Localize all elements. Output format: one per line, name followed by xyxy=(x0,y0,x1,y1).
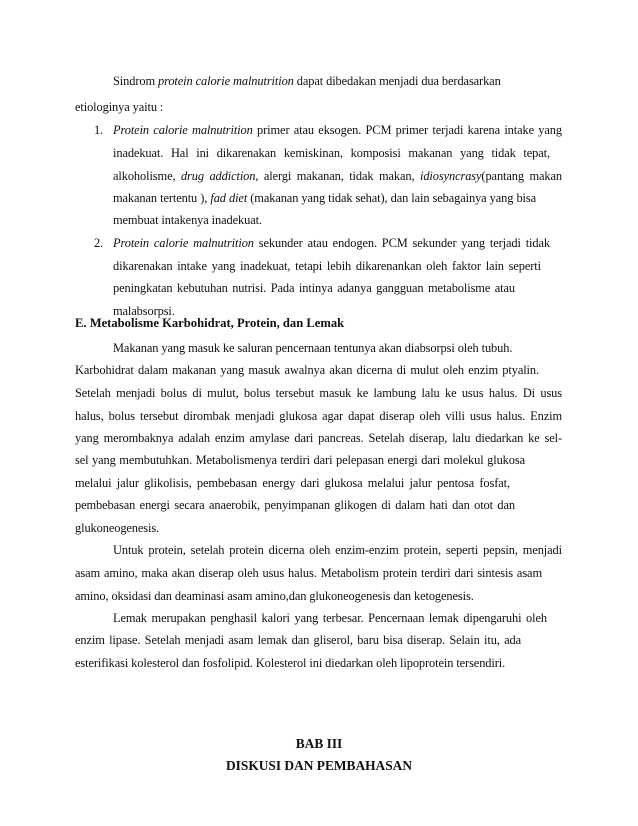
section-e-p3-line-3: esterifikasi kolesterol dan fosfolipid. Kolesterol ini diedarkan oleh lipoprotein tersendiri. xyxy=(75,656,506,670)
list-item-1-line-3-a: alkoholisme, xyxy=(113,169,181,183)
section-e-p2-line-3: amino, oksidasi dan deaminasi asam amino,dan glukoneogenesis dan ketogenesis. xyxy=(75,589,474,603)
list-item-2-line-1 xyxy=(113,235,550,251)
list-item-1-line-5: membuat intakenya inadekuat. xyxy=(113,213,262,227)
list-item-1-line-3-e: (pantang makan xyxy=(481,169,562,183)
intro-line-1-italic: protein calorie malnutrition xyxy=(157,74,294,88)
list-item-1-line-3-italic-b: drug addiction xyxy=(180,169,256,183)
list-item-2-line-2: dikarenakan intake yang inadekuat, tetapi lebih dikarenankan oleh faktor lain seperti xyxy=(113,259,541,273)
section-e-p1-line-9: glukoneogenesis. xyxy=(75,521,160,535)
section-e-p3-line-1: Lemak merupakan penghasil kalori yang terbesar. Pencernaan lemak dipengaruhi oleh xyxy=(113,611,547,625)
intro-line-2: etiologinya yaitu : xyxy=(75,100,164,114)
section-e-p1-line-8: pembebasan energi secara anaerobik, penyimpanan glikogen di dalam hati dan otot dan xyxy=(75,498,515,512)
intro-line-1-pre: Sindrom xyxy=(113,74,158,88)
list-item-1-line-1 xyxy=(113,122,562,138)
list-item-1-line-3-italic-d: idiosyncrasy xyxy=(419,169,482,183)
section-e-p1-line-3: Setelah menjadi bolus di mulut, bolus tersebut masuk ke lambung lalu ke usus halus. Di usus xyxy=(75,386,562,400)
section-e-p2-line-2: asam amino, maka akan diserap oleh usus halus. Metabolism protein terdiri dari sintesis asam xyxy=(75,566,542,580)
section-e-p2-line-1: Untuk protein, setelah protein dicerna oleh enzim-enzim protein, seperti pepsin, menjadi xyxy=(113,543,562,557)
section-e-heading: E. Metabolisme Karbohidrat, Protein, dan Lemak xyxy=(75,316,345,330)
section-e-p1-line-2: Karbohidrat dalam makanan yang masuk awalnya akan dicerna di mulut oleh enzim ptyalin. xyxy=(75,363,539,377)
intro-line-1 xyxy=(113,73,501,89)
list-item-1-line-3-c: , alergi makanan, tidak makan, xyxy=(255,169,420,183)
list-item-1-line-2: inadekuat. Hal ini dikarenakan kemiskinan, komposisi makanan yang tidak tepat, xyxy=(113,146,550,160)
list-item-1-number: 1. xyxy=(94,123,104,137)
section-e-p1-line-4: halus, bolus tersebut dirombak menjadi glukosa agar dapat diserap oleh villi usus halus. Enzim xyxy=(75,409,562,423)
section-e-p1-line-1: Makanan yang masuk ke saluran pencernaan tentunya akan diabsorpsi oleh tubuh. xyxy=(113,341,513,355)
chapter-number: BAB III xyxy=(295,736,343,751)
list-item-1-line-4-c: (makanan yang tidak sehat), dan lain sebagainya yang bisa xyxy=(247,191,537,205)
section-e-p1-line-6: sel yang membutuhkan. Metabolismenya terdiri dari pelepasan energi dari molekul glukosa xyxy=(75,453,525,467)
section-e-p1-line-5: yang merombaknya adalah enzim amylase dari pancreas. Setelah diserap, lalu diedarkan ke sel- xyxy=(75,431,562,445)
list-item-2-italic: Protein calorie malnutrition xyxy=(113,236,254,250)
list-item-1-line-4-a: makanan tertentu ), xyxy=(113,191,211,205)
chapter-title: DISKUSI DAN PEMBAHASAN xyxy=(225,758,412,773)
list-item-1-italic: Protein calorie malnutrition xyxy=(113,123,253,137)
list-item-2-number: 2. xyxy=(94,236,104,250)
list-item-1-line-1-post: primer atau eksogen. PCM primer terjadi karena intake yang xyxy=(252,123,562,137)
intro-line-1-post: dapat dibedakan menjadi dua berdasarkan xyxy=(293,74,501,88)
list-item-2-line-1-post: sekunder atau endogen. PCM sekunder yang terjadi tidak xyxy=(253,236,550,250)
list-item-2-line-3: peningkatan kebutuhan nutrisi. Pada intinya adanya gangguan metabolisme atau xyxy=(113,281,515,295)
list-item-1-line-4 xyxy=(113,190,536,206)
section-e-p3-line-2: enzim lipase. Setelah menjadi asam lemak dan gliserol, baru bisa diserap. Selain itu, ada xyxy=(75,633,521,647)
list-item-1-line-4-italic-b: fad diet xyxy=(210,191,248,205)
list-item-1-line-3 xyxy=(113,168,562,184)
section-e-p1-line-7: melalui jalur glikolisis, pembebasan energy dari glukosa melalui jalur pentosa fosfat, xyxy=(75,476,510,490)
list-item-2-line-4: malabsorpsi. xyxy=(113,304,175,318)
